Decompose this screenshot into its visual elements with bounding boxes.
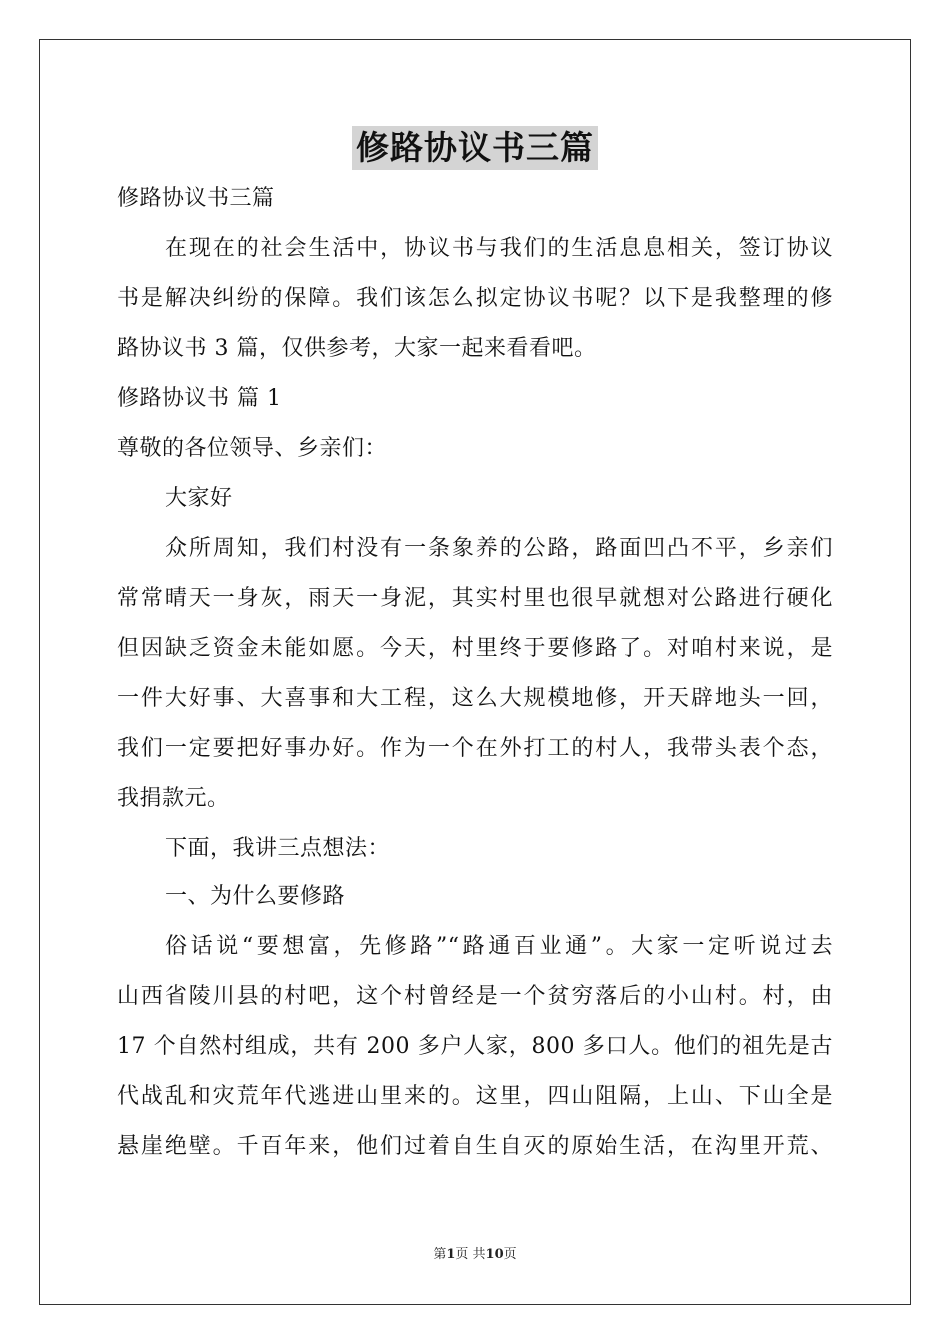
title-container [0,126,950,170]
paragraph-line: 山西省陵川县的村吧，这个村曾经是一个贫穷落后的小山村。村，由 [117,984,833,1009]
footer-total-pages: 10 [485,1247,504,1262]
paragraph-line: 书是解决纠纷的保障。我们该怎么拟定协议书呢？以下是我整理的修 [117,286,833,311]
paragraph-line: 众所周知，我们村没有一条象养的公路，路面凹凸不平，乡亲们 [165,536,833,561]
greeting-line: 大家好 [165,486,233,511]
page-footer [0,1246,950,1264]
paragraph-line: 俗话说“要想富，先修路”“路通百业通”。大家一定听说过去 [165,934,833,959]
paragraph-line: 下面，我讲三点想法： [165,836,391,861]
footer-middle: 页 共 [455,1247,486,1262]
subtitle-line: 修路协议书三篇 [117,186,275,211]
paragraph-line: 常常晴天一身灰，雨天一身泥，其实村里也很早就想对公路进行硬化 [117,586,833,611]
footer-page-number: 1 [446,1247,456,1262]
paragraph-line: 17 个自然村组成，共有 200 多户人家，800 多口人。他们的祖先是古 [117,1034,833,1059]
section-heading: 修路协议书 篇 1 [117,386,282,411]
paragraph-line: 我们一定要把好事办好。作为一个在外打工的村人，我带头表个态， [117,736,833,761]
list-heading: 一、为什么要修路 [165,884,346,909]
paragraph-line: 一件大好事、大喜事和大工程，这么大规模地修，开天辟地头一回， [117,686,833,711]
paragraph-line: 我捐款元。 [117,786,230,811]
footer-prefix: 第 [433,1247,447,1262]
paragraph-line: 代战乱和灾荒年代逃进山里来的。这里，四山阻隔，上山、下山全是 [117,1084,833,1109]
document-title: 修路协议书三篇 [352,126,598,170]
paragraph-line: 路协议书 3 篇，仅供参考，大家一起来看看吧。 [117,336,597,361]
paragraph-line: 在现在的社会生活中，协议书与我们的生活息息相关，签订协议 [165,236,833,261]
paragraph-line: 但因缺乏资金未能如愿。今天，村里终于要修路了。对咱村来说，是 [117,636,833,661]
page-border [39,39,911,1305]
paragraph-line: 悬崖绝壁。千百年来，他们过着自生自灭的原始生活，在沟里开荒、 [117,1134,833,1159]
footer-suffix: 页 [503,1247,517,1262]
salutation-line: 尊敬的各位领导、乡亲们： [117,436,388,461]
